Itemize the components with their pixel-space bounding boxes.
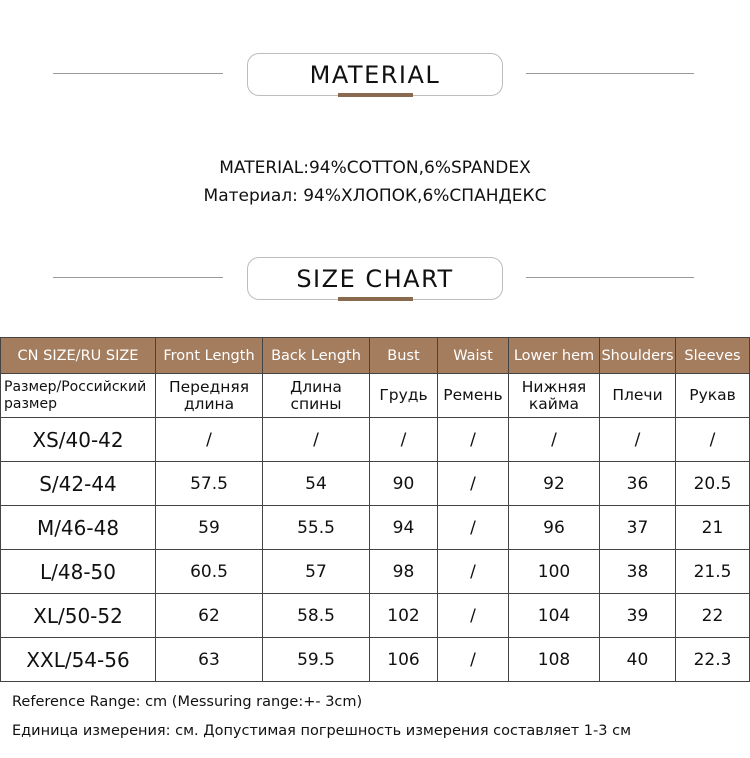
table-cell: 62 — [156, 594, 263, 638]
table-cell: 63 — [156, 638, 263, 682]
table-cell: 40 — [600, 638, 676, 682]
table-cell: 108 — [509, 638, 600, 682]
table-cell: / — [438, 550, 509, 594]
size-cell: M/46-48 — [1, 506, 156, 550]
size-cell: S/42-44 — [1, 462, 156, 506]
table-cell: / — [676, 418, 750, 462]
ru-header-cell: Рукав — [676, 374, 750, 418]
size-chart-title-underline — [338, 297, 413, 301]
table-cell: / — [438, 462, 509, 506]
table-cell: 102 — [370, 594, 438, 638]
left-divider-line — [53, 277, 223, 278]
table-cell: / — [263, 418, 370, 462]
table-cell: 98 — [370, 550, 438, 594]
table-cell: 20.5 — [676, 462, 750, 506]
material-title-underline — [338, 93, 413, 97]
table-cell: 59 — [156, 506, 263, 550]
table-cell: 36 — [600, 462, 676, 506]
table-row — [1, 462, 750, 506]
table-cell: 55.5 — [263, 506, 370, 550]
table-ru-header-row — [1, 374, 750, 418]
table-row — [1, 550, 750, 594]
size-chart-title: SIZE CHART — [296, 264, 454, 293]
size-cell: XL/50-52 — [1, 594, 156, 638]
table-cell: 94 — [370, 506, 438, 550]
material-title-box — [247, 53, 503, 96]
table-cell: / — [438, 506, 509, 550]
table-cell: 22.3 — [676, 638, 750, 682]
left-divider-line — [53, 73, 223, 74]
table-cell: 57.5 — [156, 462, 263, 506]
table-cell: / — [156, 418, 263, 462]
right-divider-line — [526, 73, 694, 74]
ru-header-cell: Нижняя кайма — [509, 374, 600, 418]
table-cell: 92 — [509, 462, 600, 506]
table-cell: 106 — [370, 638, 438, 682]
right-divider-line — [526, 277, 694, 278]
table-cell: 104 — [509, 594, 600, 638]
header-cell: CN SIZE/RU SIZE — [1, 338, 156, 374]
table-cell: 90 — [370, 462, 438, 506]
table-row — [1, 594, 750, 638]
material-text-en: MATERIAL:94%COTTON,6%SPANDEX — [219, 158, 531, 178]
header-cell: Front Length — [156, 338, 263, 374]
table-cell: 54 — [263, 462, 370, 506]
measurement-note-ru: Единица измерения: см. Допустимая погрешность измерения составляет 1-3 см — [12, 723, 632, 739]
size-cell: L/48-50 — [1, 550, 156, 594]
table-cell: 96 — [509, 506, 600, 550]
table-cell: 60.5 — [156, 550, 263, 594]
header-cell: Lower hem — [509, 338, 600, 374]
material-title: MATERIAL — [309, 60, 441, 89]
ru-header-cell: Плечи — [600, 374, 676, 418]
table-cell: 37 — [600, 506, 676, 550]
ru-header-cell: Ремень — [438, 374, 509, 418]
table-cell: / — [438, 418, 509, 462]
table-cell: 58.5 — [263, 594, 370, 638]
table-header-row — [1, 338, 750, 374]
header-cell: Waist — [438, 338, 509, 374]
table-cell: 21.5 — [676, 550, 750, 594]
material-text-ru: Материал: 94%ХЛОПОК,6%СПАНДЕКС — [203, 186, 547, 206]
header-cell: Bust — [370, 338, 438, 374]
table-cell: / — [370, 418, 438, 462]
table-row — [1, 506, 750, 550]
table-cell: 100 — [509, 550, 600, 594]
size-chart-table — [0, 337, 750, 682]
table-cell: 57 — [263, 550, 370, 594]
table-cell: 39 — [600, 594, 676, 638]
table-cell: 59.5 — [263, 638, 370, 682]
table-cell: / — [438, 638, 509, 682]
table-cell: / — [509, 418, 600, 462]
table-row — [1, 638, 750, 682]
table-cell: / — [600, 418, 676, 462]
ru-header-cell: Длина спины — [263, 374, 370, 418]
header-cell: Sleeves — [676, 338, 750, 374]
table-cell: 22 — [676, 594, 750, 638]
size-chart-title-box — [247, 257, 503, 300]
header-cell: Back Length — [263, 338, 370, 374]
size-cell: XXL/54-56 — [1, 638, 156, 682]
ru-header-cell: Размер/Российский размер — [1, 374, 156, 418]
header-cell: Shoulders — [600, 338, 676, 374]
table-cell: 38 — [600, 550, 676, 594]
table-row — [1, 418, 750, 462]
reference-range-note: Reference Range: cm (Messuring range:+- 3cm) — [12, 694, 363, 710]
table-cell: 21 — [676, 506, 750, 550]
ru-header-cell: Грудь — [370, 374, 438, 418]
ru-header-cell: Передняя длина — [156, 374, 263, 418]
size-cell: XS/40-42 — [1, 418, 156, 462]
table-cell: / — [438, 594, 509, 638]
